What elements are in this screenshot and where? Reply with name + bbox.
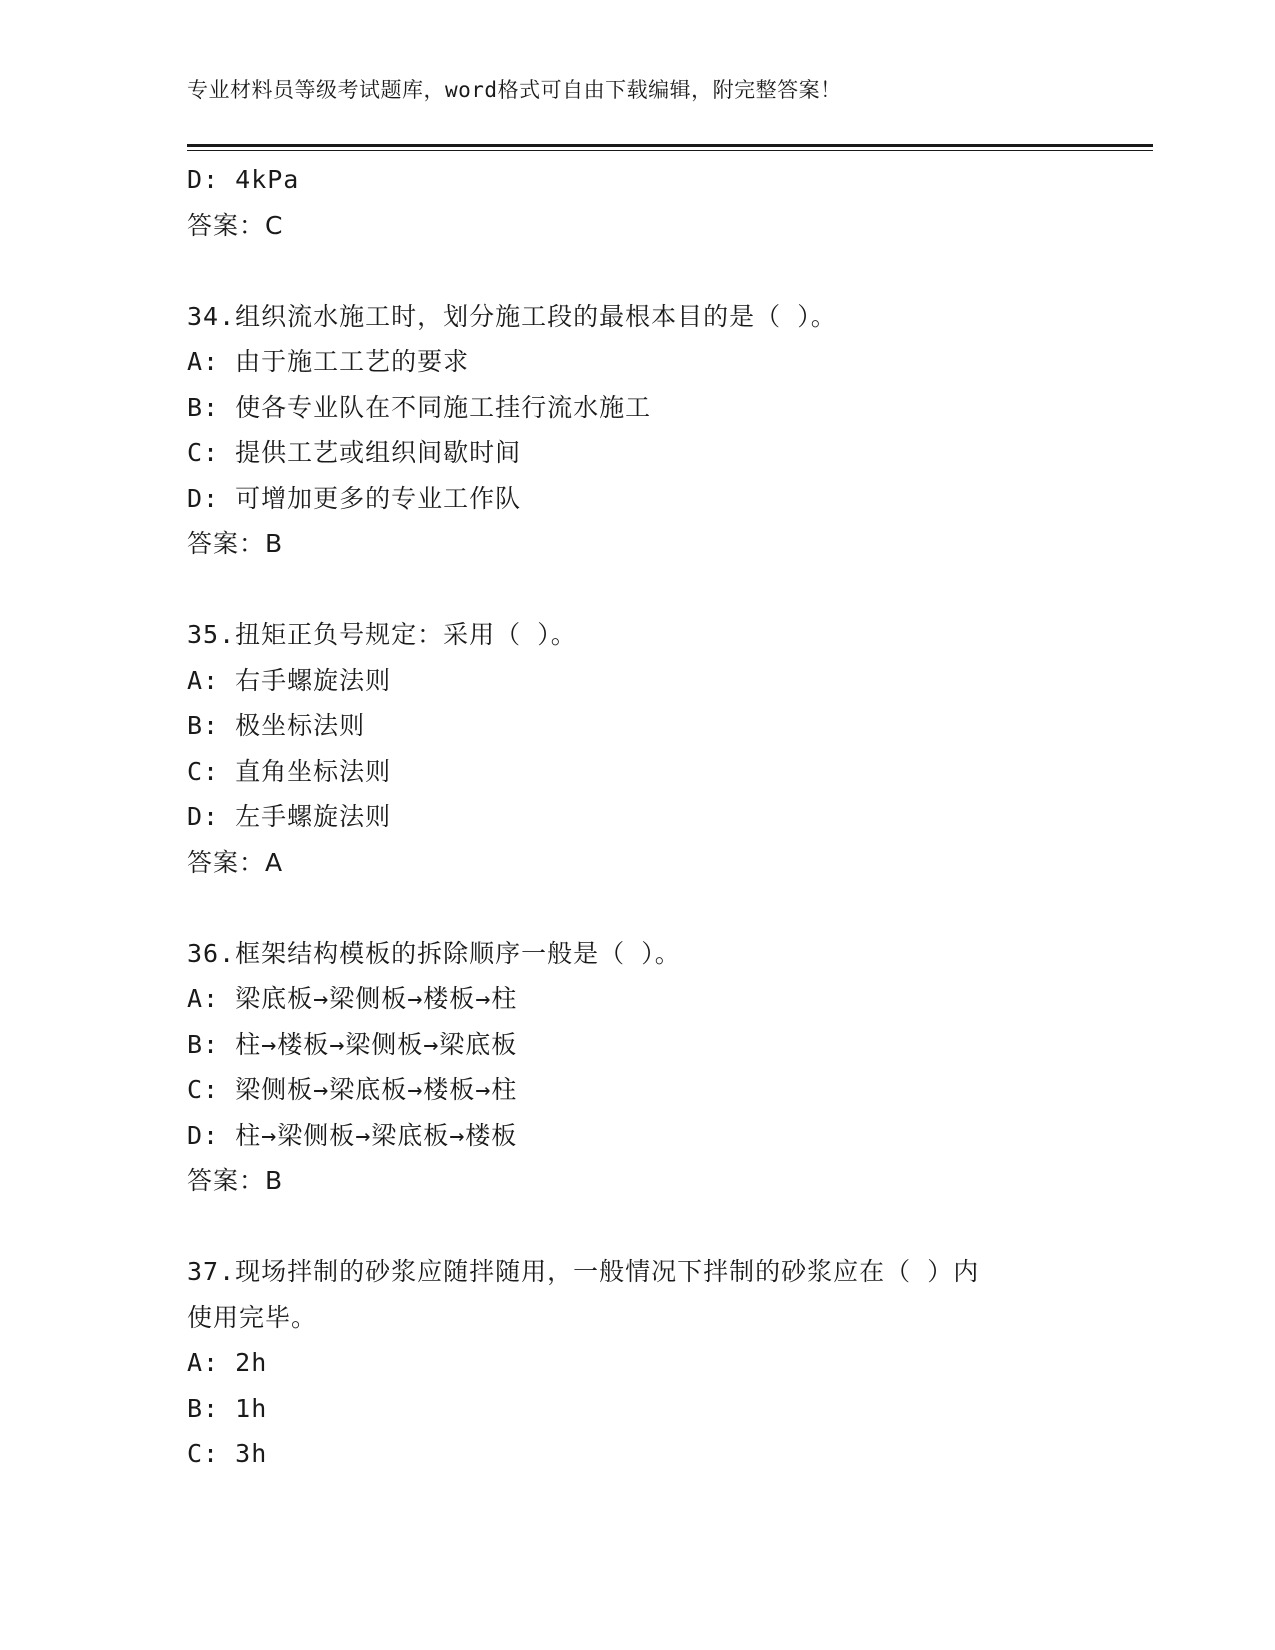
answer: 答案：A <box>187 847 284 877</box>
option-d: D: 4kPa <box>187 165 300 194</box>
option-c: C: 梁侧板→梁底板→楼板→柱 <box>187 1075 518 1104</box>
answer: 答案：C <box>187 210 284 240</box>
spacer <box>187 248 1087 294</box>
page-header: 专业材料员等级考试题库，word格式可自由下载编辑，附完整答案！ <box>187 78 842 102</box>
answer: 答案：B <box>187 1166 284 1195</box>
header-rule-thick <box>187 144 1153 147</box>
option-c: C: 3h <box>187 1439 268 1468</box>
question-stem: 36.框架结构模板的拆除顺序一般是（ ）。 <box>187 938 681 968</box>
option-c: C: 直角坐标法则 <box>187 756 392 786</box>
question-stem: 35.扭矩正负号规定：采用（ ）。 <box>187 620 577 649</box>
option-b: B: 柱→楼板→梁侧板→梁底板 <box>187 1029 518 1059</box>
option-a: A: 右手螺旋法则 <box>187 665 392 695</box>
option-c: C: 提供工艺或组织间歇时间 <box>187 438 522 467</box>
option-b: B: 使各专业队在不同施工挂行流水施工 <box>187 392 652 422</box>
spacer <box>187 885 1087 931</box>
question-36 <box>187 931 1087 1204</box>
option-b: B: 1h <box>187 1393 268 1423</box>
answer: 答案：B <box>187 529 284 558</box>
question-content <box>187 157 1087 1477</box>
question-35 <box>187 612 1087 885</box>
spacer <box>187 567 1087 613</box>
option-a: A: 梁底板→梁侧板→楼板→柱 <box>187 984 518 1013</box>
question-34 <box>187 294 1087 567</box>
option-d: D: 柱→梁侧板→梁底板→楼板 <box>187 1120 518 1150</box>
option-b: B: 极坐标法则 <box>187 711 366 740</box>
spacer <box>187 1204 1087 1250</box>
header-rule-thin <box>187 150 1153 151</box>
question-stem-line-1: 37.现场拌制的砂浆应随拌随用，一般情况下拌制的砂浆应在（ ）内 <box>187 1257 980 1286</box>
option-d: D: 左手螺旋法则 <box>187 802 392 831</box>
option-d: D: 可增加更多的专业工作队 <box>187 483 522 513</box>
question-stem: 34.组织流水施工时，划分施工段的最根本目的是（ ）。 <box>187 301 837 331</box>
option-a: A: 2h <box>187 1348 268 1377</box>
option-a: A: 由于施工工艺的要求 <box>187 347 470 376</box>
question-stem-line-2: 使用完毕。 <box>187 1302 318 1332</box>
question-37 <box>187 1249 1087 1477</box>
